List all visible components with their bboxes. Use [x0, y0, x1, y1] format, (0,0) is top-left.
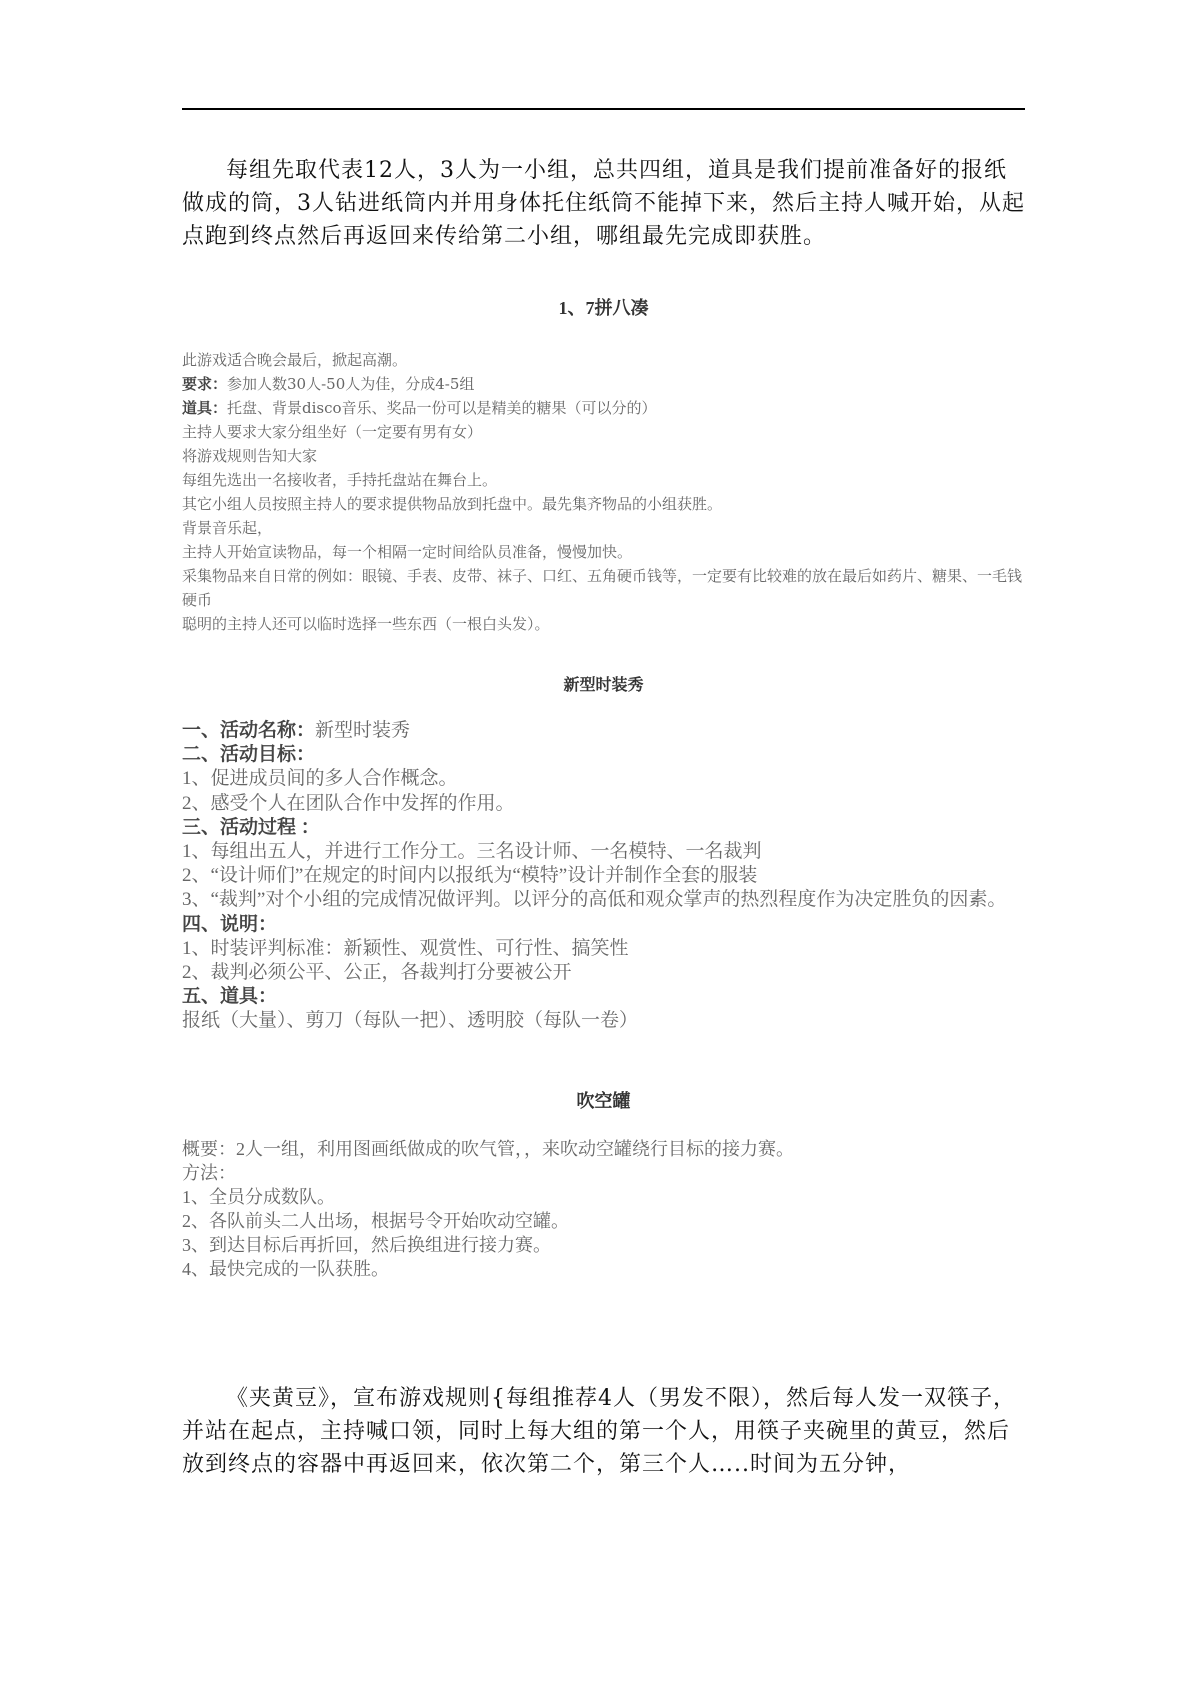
- line: 报纸（大量）、剪刀（每队一把）、透明胶（每队一卷）: [182, 1010, 639, 1032]
- line: 一、活动名称：新型时装秀: [182, 720, 411, 741]
- line: 2、裁判必须公平、公正，各裁判打分要被公开: [182, 962, 572, 984]
- line: 主持人开始宣读物品，每一个相隔一定时间给队员准备，慢慢加快。: [182, 543, 633, 561]
- section-body-fashion-show: [182, 719, 1025, 1034]
- line: 二、活动目标：: [182, 744, 316, 766]
- line: 1、每组出五人，并进行工作分工。三名设计师、一名模特、一名裁判: [182, 841, 762, 863]
- line: 采集物品来自日常的例如：眼镜、手表、皮带、袜子、口红、五角硬币钱等，一定要有比较难的放在最后如药片、糖果、一毛钱硬币: [182, 567, 1023, 609]
- line: 三、活动过程 ：: [182, 816, 320, 838]
- line: 方法：: [182, 1163, 236, 1183]
- paragraph-pick-beans: 《夹黄豆》，宣布游戏规则{每组推荐4人（男发不限），然后每人发一双筷子，并站在起点，主持喊口领，同时上每大组的第一个人，用筷子夹碗里的黄豆，然后放到终点的容器中再返回来，依次第二个，第三个人…..时间为五分钟，: [182, 1386, 1016, 1477]
- line: 2、感受个人在团队合作中发挥的作用。: [182, 792, 515, 814]
- line: 2、各队前头二人出场，根据号令开始吹动空罐。: [182, 1211, 569, 1231]
- line: 主持人要求大家分组坐好（一定要有男有女）: [182, 423, 483, 441]
- line: 概要：2人一组，利用图画纸做成的吹气管，，来吹动空罐绕行目标的接力赛。: [182, 1139, 794, 1159]
- line: 3、到达目标后再折回，然后换组进行接力赛。: [182, 1235, 551, 1255]
- line: 要求：参加人数30人-50人为佳，分成4-5组: [182, 375, 475, 393]
- section-title-qipinbacou: 1、7拼八凑: [558, 298, 649, 318]
- section-title-blow-can: 吹空罐: [576, 1091, 631, 1111]
- paragraph-newspaper-tube: 每组先取代表12人，3人为一小组，总共四组，道具是我们提前准备好的报纸做成的筒，3人钻进纸筒内并用身体托住纸筒不能掉下来，然后主持人喊开始，从起点跑到终点然后再返回来传给第二小组，哪组最先完成即获胜。: [182, 158, 1025, 249]
- section-body-qipinbacou: [182, 348, 1025, 636]
- header-rule: [182, 108, 1025, 110]
- line: 3、“裁判”对个小组的完成情况做评判。以评分的高低和观众掌声的热烈程度作为决定胜负的因素。: [182, 889, 1007, 911]
- line: 此游戏适合晚会最后，掀起高潮。: [182, 351, 408, 369]
- line: 背景音乐起，: [182, 519, 273, 537]
- line: 其它小组人员按照主持人的要求提供物品放到托盘中。最先集齐物品的小组获胜。: [182, 495, 723, 513]
- line: 五、道具：: [182, 986, 278, 1008]
- section-body-blow-can: [182, 1137, 1025, 1281]
- line: 每组先选出一名接收者，手持托盘站在舞台上。: [182, 471, 498, 489]
- line: 道具：托盘、背景disco音乐、奖品一份可以是精美的糖果（可以分的）: [182, 399, 657, 417]
- line: 4、最快完成的一队获胜。: [182, 1259, 389, 1279]
- line: 四、说明：: [182, 913, 278, 935]
- line: 1、时装评判标准：新颖性、观赏性、可行性、搞笑性: [182, 937, 629, 959]
- line: 聪明的主持人还可以临时选择一些东西（一根白头发）。: [182, 615, 550, 633]
- section-title-fashion-show: 新型时装秀: [563, 677, 644, 694]
- line: 1、全员分成数队。: [182, 1187, 335, 1207]
- line: 1、促进成员间的多人合作概念。: [182, 768, 458, 790]
- line: 2、“设计师们”在规定的时间内以报纸为“模特”设计并制作全套的服装: [182, 865, 758, 887]
- line: 将游戏规则告知大家: [182, 447, 318, 465]
